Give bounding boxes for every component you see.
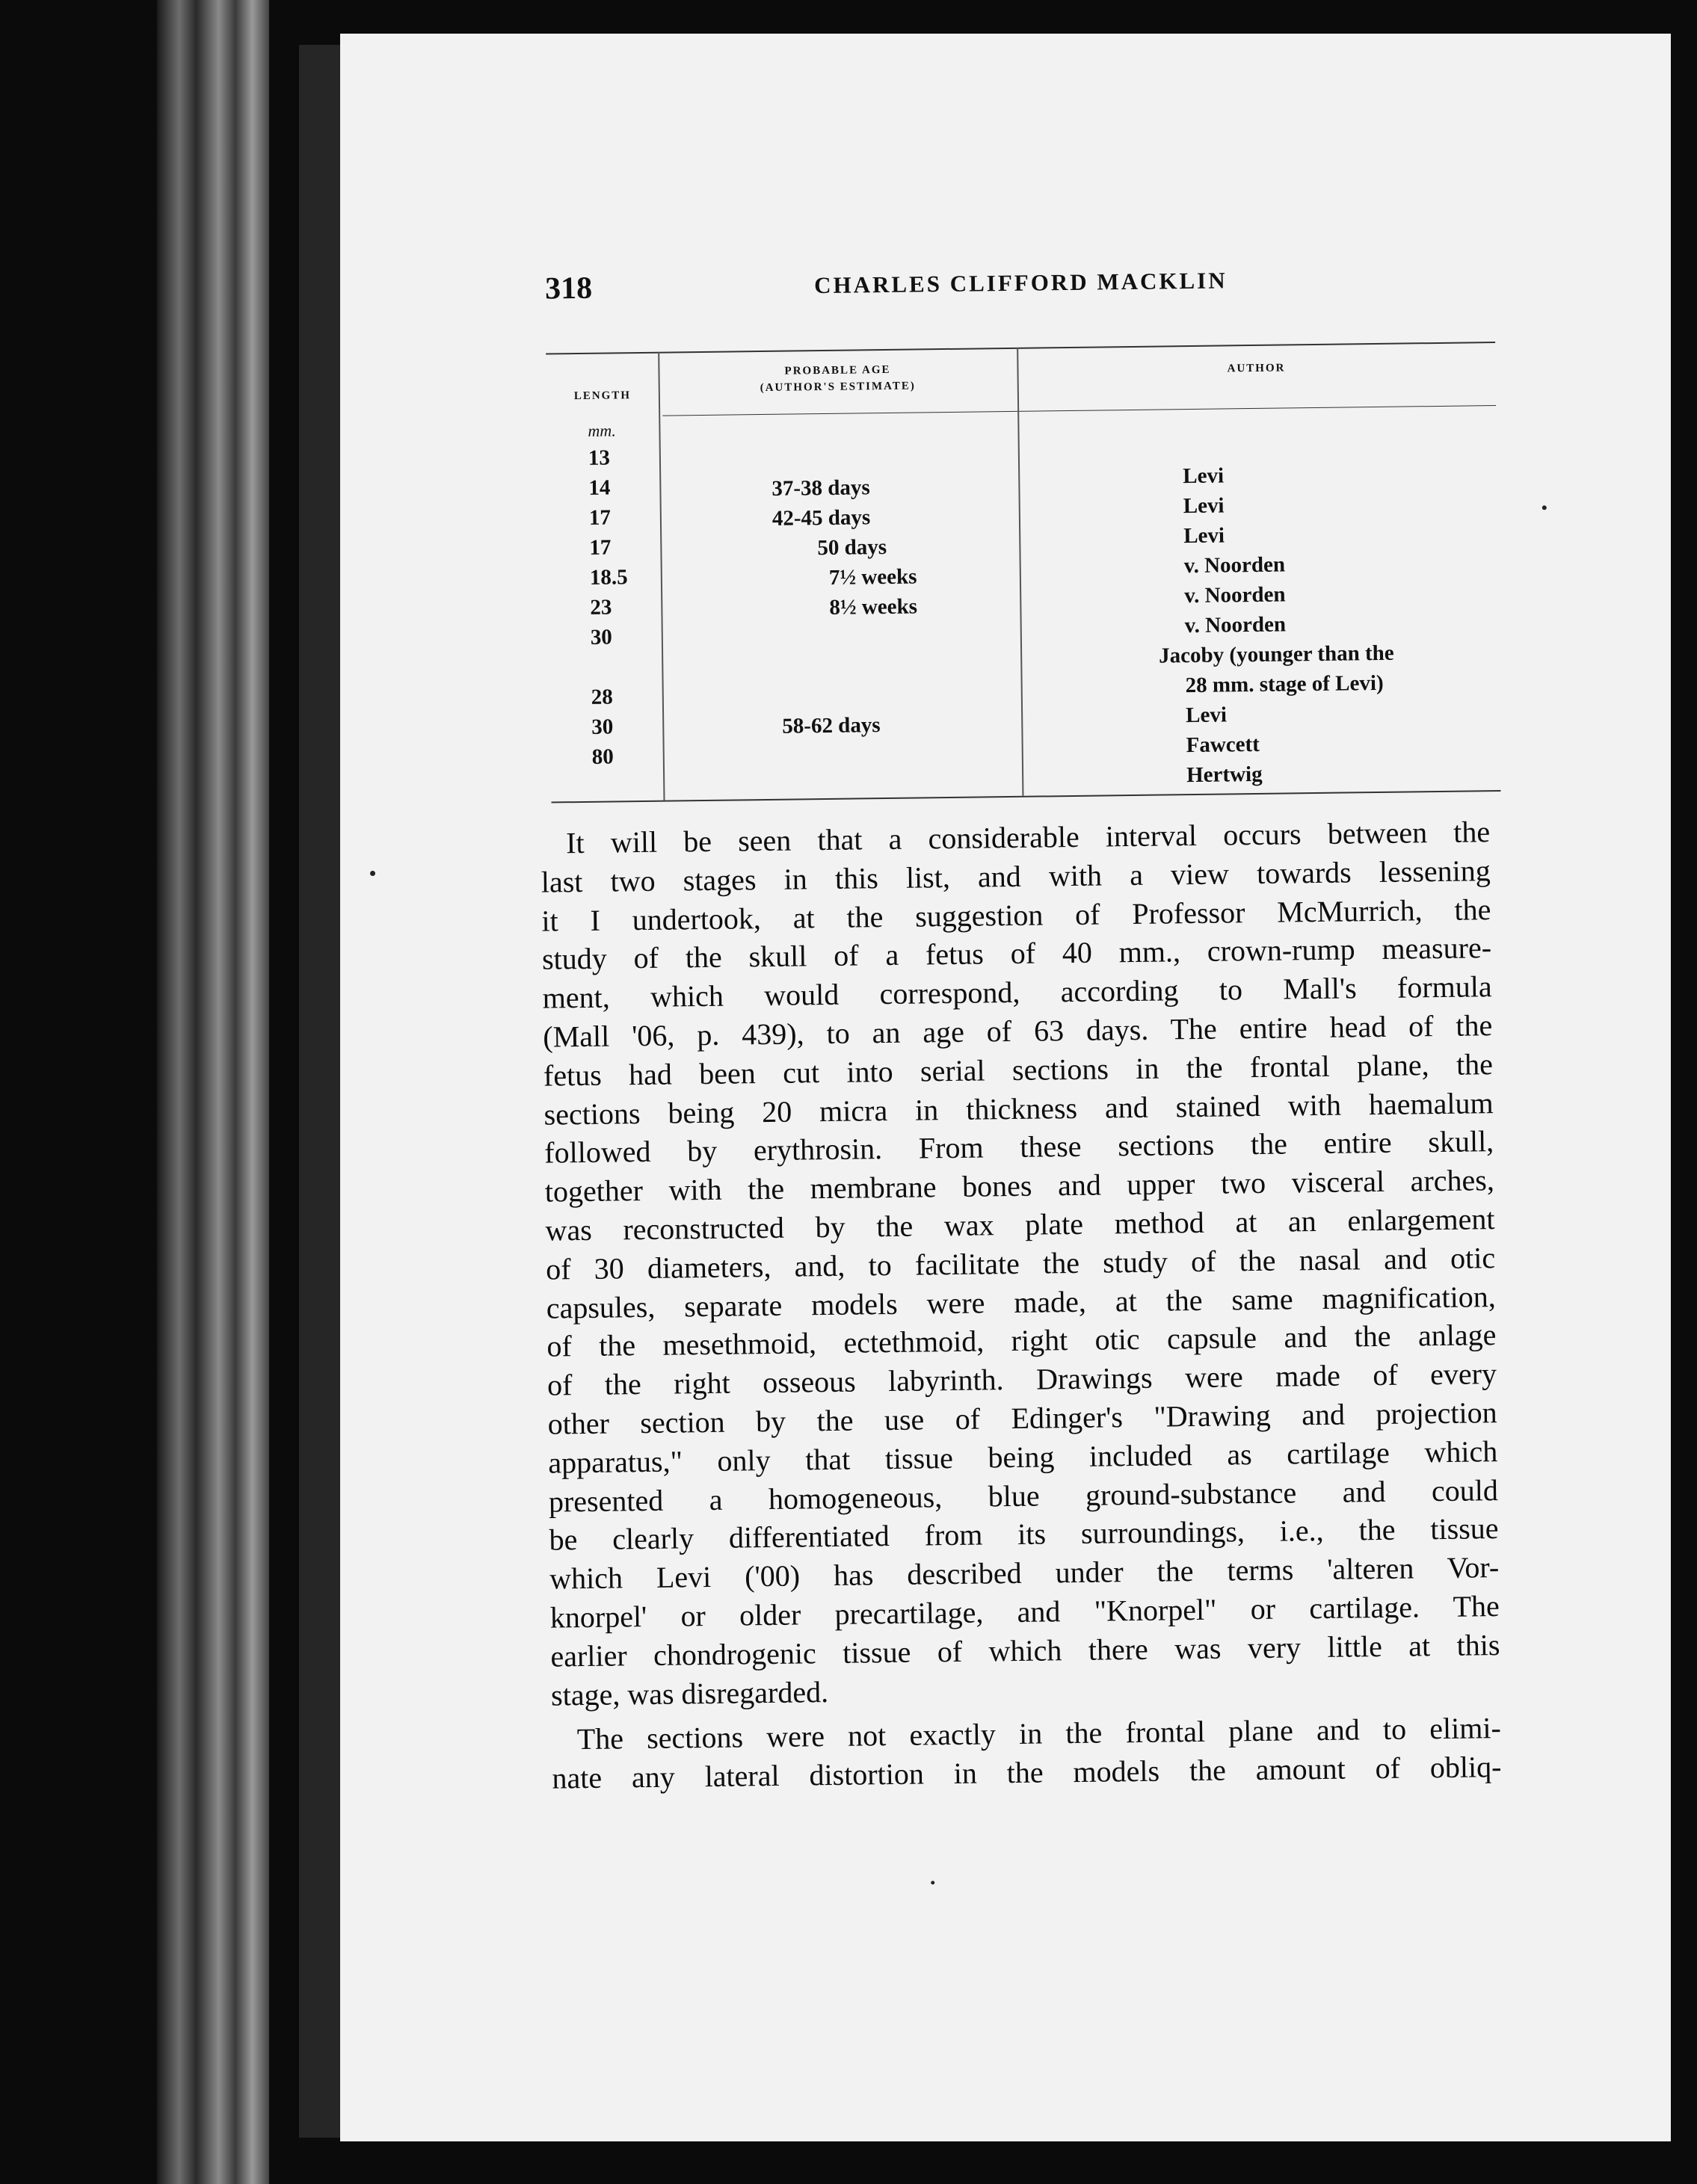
- text-line: presented a homogeneous, blue ground-substance and could: [548, 1472, 1499, 1519]
- author-cell: v. Noorden: [1184, 582, 1286, 608]
- table-header-rule: [662, 405, 1496, 416]
- age-cell: 8½ weeks: [829, 594, 918, 620]
- length-cell: 30: [590, 625, 613, 650]
- author-cell: v. Noorden: [1183, 552, 1286, 579]
- print-speck: [931, 1881, 934, 1884]
- print-speck: [370, 871, 375, 876]
- age-cell: [669, 620, 1005, 654]
- table-divider-1: [658, 352, 665, 801]
- text-line: stage, was disregarded.: [550, 1674, 829, 1712]
- length-cell: 30: [591, 715, 614, 739]
- length-unit: mm.: [588, 421, 616, 440]
- text-line: fetus had been cut into serial sections in the frontal plane, the: [543, 1046, 1494, 1093]
- length-cell: 80: [591, 744, 614, 769]
- page-shadow: [299, 45, 344, 2138]
- book-page: [340, 34, 1671, 2141]
- text-line: last two stages in this list, and with a view towards lessening: [540, 853, 1491, 899]
- table-bottom-rule: [552, 790, 1501, 803]
- author-cell: Jacoby (younger than the: [1158, 641, 1394, 668]
- text-line: other section by the use of Edinger's "Drawing and projection: [547, 1395, 1497, 1441]
- length-cell: 17: [588, 505, 612, 530]
- length-cell: 23: [590, 595, 612, 620]
- text-line: knorpel' or older precartilage, and "Knorpel" or cartilage. The: [549, 1589, 1500, 1635]
- text-line: of the mesethmoid, ectethmoid, right otic capsule and the anlage: [546, 1318, 1497, 1363]
- age-cell: 42-45 days: [771, 505, 871, 531]
- table-top-rule: [546, 342, 1495, 355]
- author-column: [1157, 457, 1504, 791]
- text-line: sections being 20 micra in thickness and stained with haemalum: [543, 1085, 1494, 1132]
- text-line: followed by erythrosin. From these sections the entire skull,: [543, 1124, 1494, 1170]
- text-line: of 30 diameters, and, to facilitate the study of the nasal and otic: [545, 1240, 1496, 1286]
- page-content: [340, 25, 1696, 2150]
- length-cell: 28: [591, 685, 613, 709]
- text-line: earlier chondrogenic tissue of which there was very little at this: [550, 1627, 1500, 1674]
- age-cell: 7½ weeks: [828, 564, 917, 590]
- text-line: together with the membrane bones and upper two visceral arches,: [544, 1163, 1495, 1209]
- text-line: The sections were not exactly in the frontal plane and to elimi-: [576, 1711, 1502, 1756]
- book-spine-edge: [157, 0, 269, 2184]
- length-column: [588, 421, 652, 772]
- author-cell: Levi: [1183, 523, 1225, 549]
- age-cell: 58-62 days: [782, 713, 881, 738]
- text-line: was reconstructed by the wax plate method at an enlargement: [545, 1202, 1495, 1247]
- text-line: apparatus," only that tissue being included as cartilage which: [548, 1434, 1498, 1480]
- running-title: CHARLES CLIFFORD MACKLIN: [813, 267, 1228, 299]
- header-age-line1: PROBABLE AGE: [784, 363, 891, 377]
- author-cell: Levi: [1183, 463, 1225, 489]
- running-header: [545, 259, 1480, 315]
- author-cell: Levi: [1185, 703, 1228, 728]
- text-line: nate any lateral distortion in the models the amount of obliq-: [552, 1750, 1502, 1795]
- age-cell: 50 days: [817, 534, 887, 561]
- table-divider-2: [1017, 348, 1023, 796]
- text-line: ment, which would correspond, according to Mall's formula: [542, 969, 1492, 1015]
- length-cell: 13: [588, 445, 611, 470]
- stages-table: [546, 342, 1500, 801]
- text-line: capsules, separate models were made, at the same magnification,: [546, 1279, 1496, 1325]
- author-cell: Hertwig: [1186, 762, 1263, 788]
- body-text: [540, 812, 1502, 1798]
- length-cell: [591, 652, 650, 682]
- length-cell: 18.5: [589, 565, 628, 590]
- length-cell: 14: [588, 475, 611, 500]
- header-length: LENGTH: [573, 389, 632, 403]
- author-cell: Levi: [1183, 493, 1225, 519]
- age-cell: [669, 650, 1005, 684]
- text-line: It will be seen that a considerable interval occurs between the: [565, 815, 1491, 860]
- age-column: [667, 471, 1006, 742]
- text-line: be clearly differentiated from its surroundings, i.e., the tissue: [549, 1511, 1499, 1557]
- length-cell: 17: [589, 535, 612, 560]
- age-cell: 37-38 days: [771, 475, 870, 501]
- print-speck: [1542, 505, 1547, 510]
- header-age-line2: (AUTHOR'S ESTIMATE): [760, 380, 916, 395]
- text-line: of the right osseous labyrinth. Drawings were made of every: [546, 1357, 1497, 1402]
- text-line: (Mall '06, p. 439), to an age of 63 days. The entire head of the: [543, 1008, 1493, 1054]
- author-cell: 28 mm. stage of Levi): [1185, 670, 1384, 698]
- header-author: AUTHOR: [1227, 362, 1286, 375]
- author-cell: v. Noorden: [1184, 612, 1287, 638]
- author-cell: Fawcett: [1186, 732, 1260, 758]
- text-line: study of the skull of a fetus of 40 mm., crown-rump measure-: [541, 931, 1492, 977]
- text-line: which Levi ('00) has described under the terms 'alteren Vor-: [549, 1550, 1500, 1596]
- page-number: 318: [544, 271, 593, 306]
- text-line: it I undertook, at the suggestion of Professor McMurrich, the: [541, 892, 1491, 938]
